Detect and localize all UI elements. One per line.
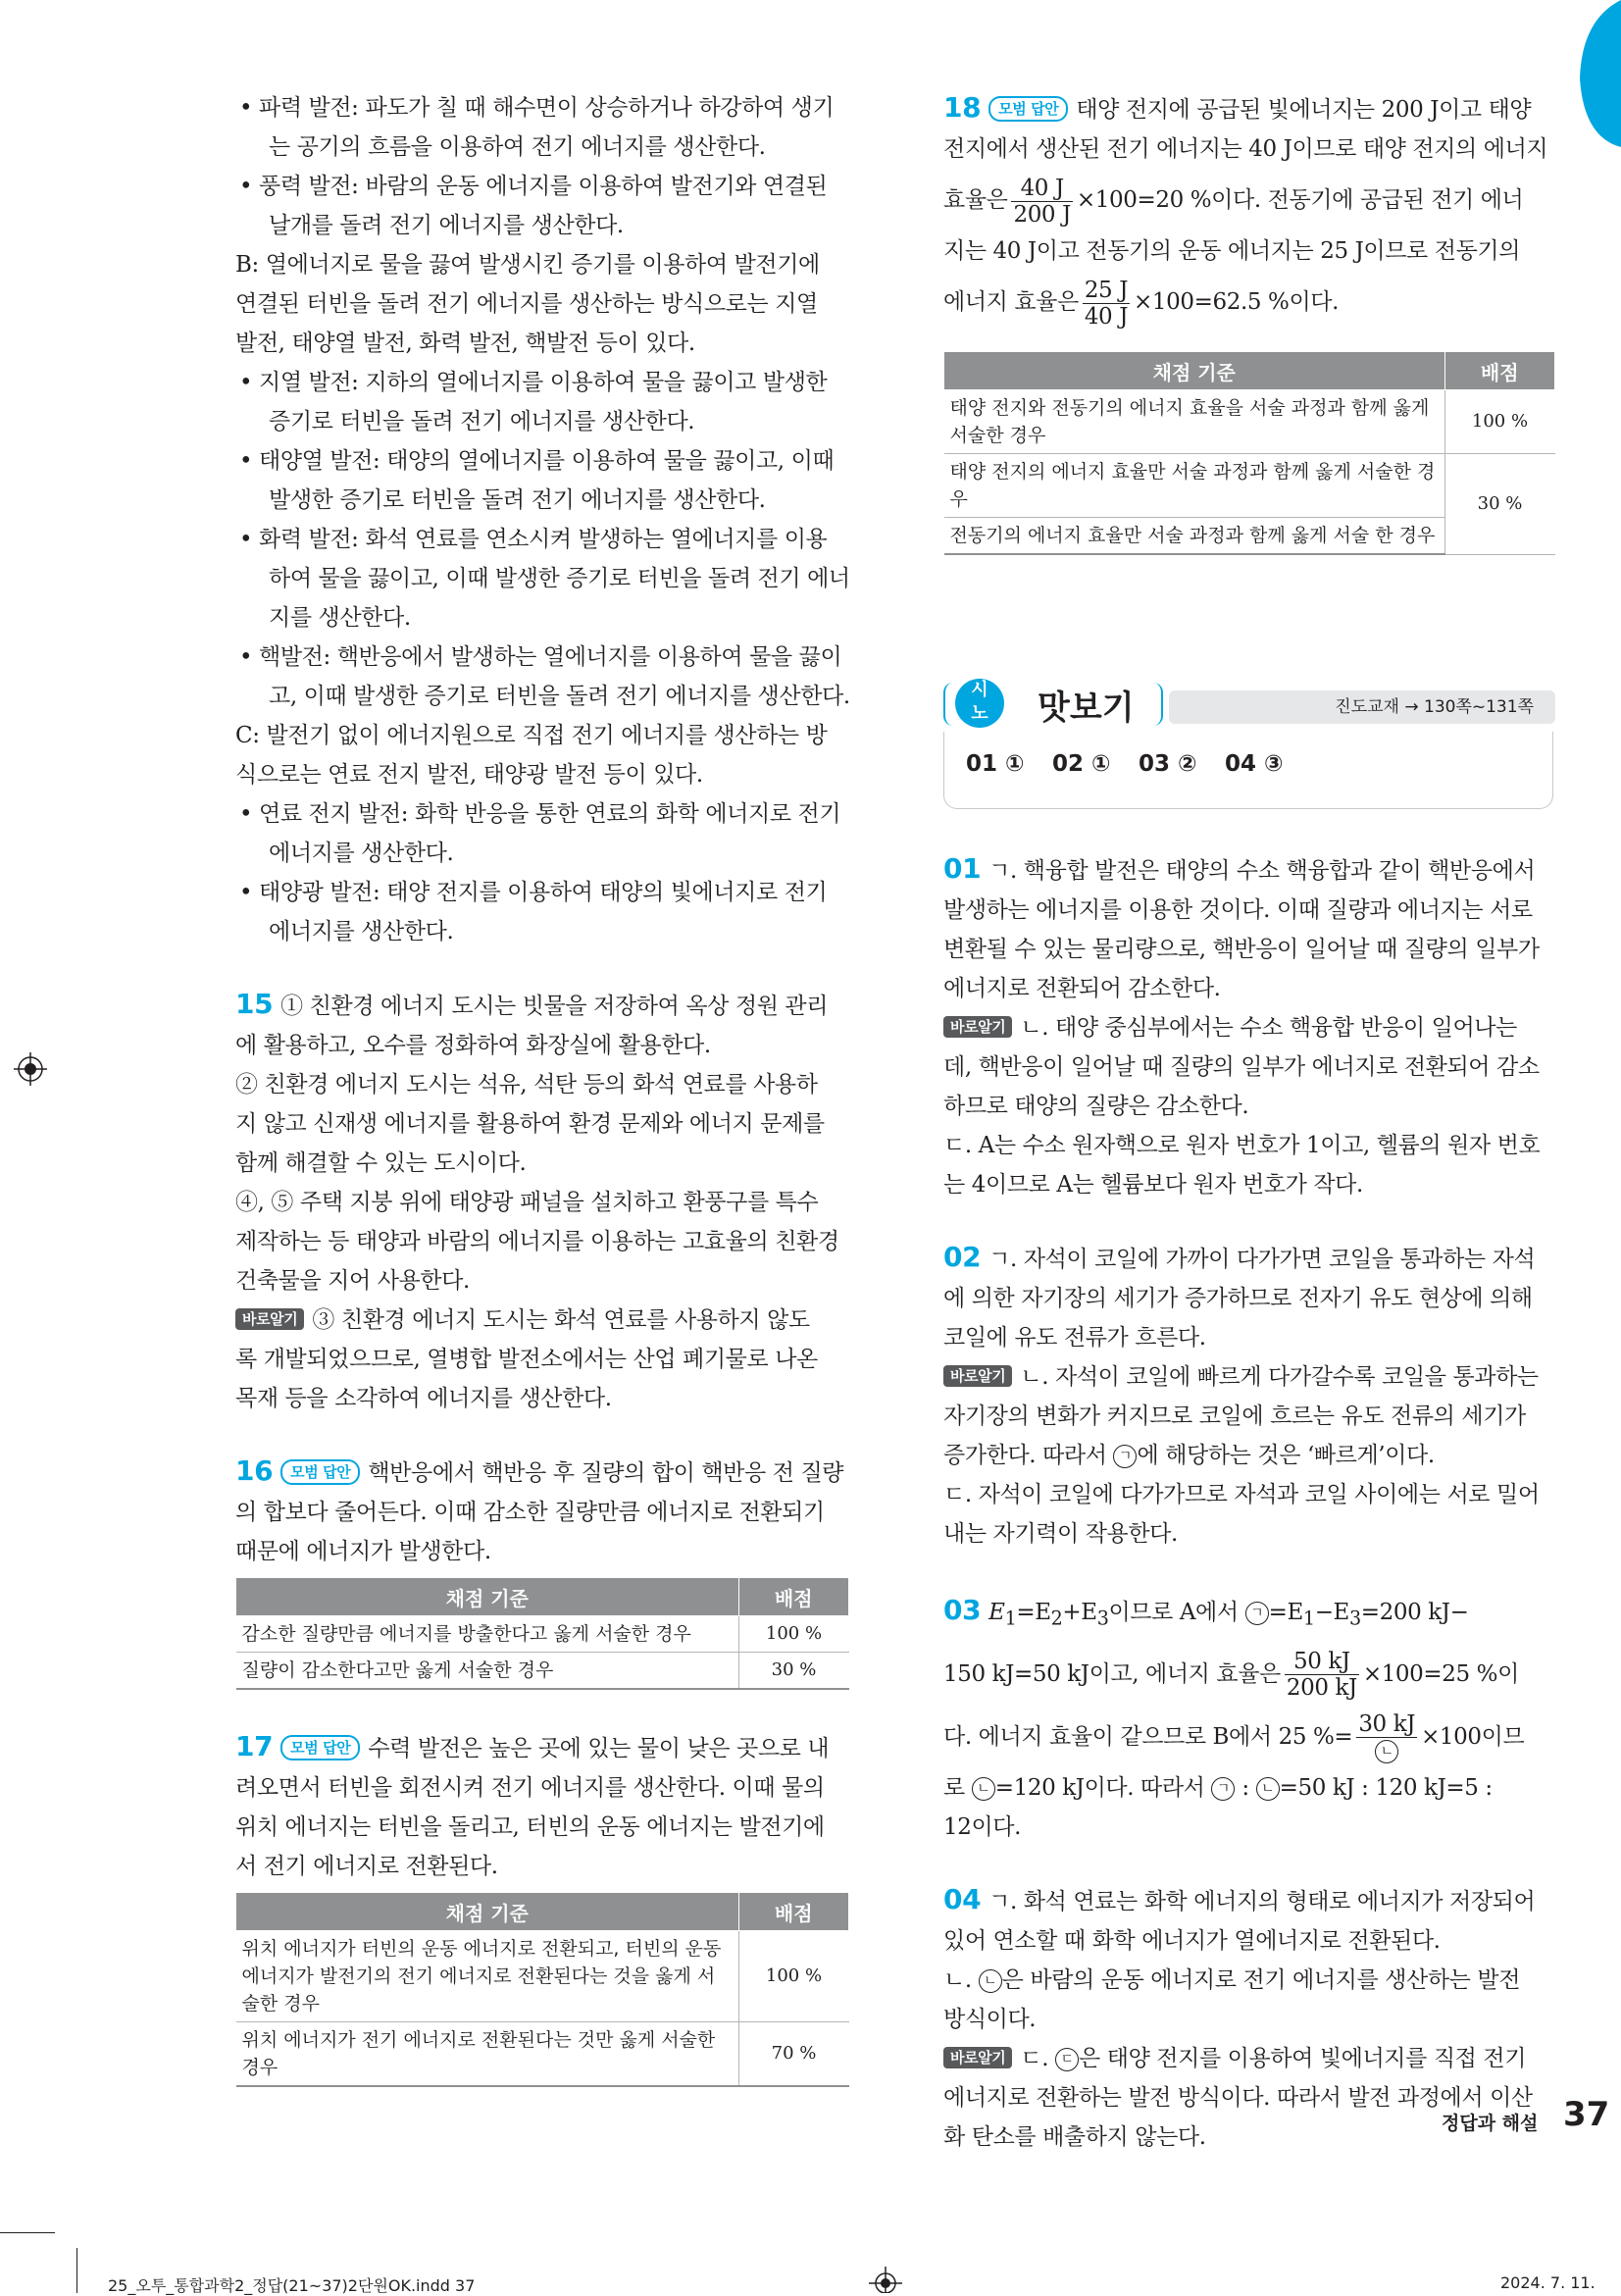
question-number: 04	[943, 1882, 982, 1915]
table-row	[236, 1931, 849, 2022]
text-line: • 지열 발전: 지하의 열에너지를 이용하여 물을 끓이고 발생한	[235, 363, 849, 402]
text-line: ㄷ. 자석이 코일에 다가가므로 자석과 코일 사이에는 서로 밀어	[943, 1482, 1540, 1507]
text-line: ㄱ. 핵융합 발전은 태양의 수소 핵융합과 같이 핵반응에서	[988, 858, 1536, 884]
answer-18	[943, 88, 1555, 555]
text-line: 내는 자기력이 작용한다.	[943, 1521, 1178, 1547]
text-segment: 은 바람의 운동 에너지로 전기 에너지를 생산하는 발전	[1001, 1966, 1521, 1993]
c-bullet	[235, 873, 849, 951]
b-bullet	[235, 441, 849, 520]
fraction	[1285, 1649, 1359, 1701]
math-sub: 3	[1348, 1607, 1361, 1630]
fraction-denominator: 200 J	[1013, 201, 1071, 228]
text-segment: ×100이므	[1421, 1723, 1525, 1750]
table-row	[236, 2022, 849, 2087]
text-segment: 은 태양 전지를 이용하여 빛에너지를 직접 전기	[1079, 2045, 1527, 2071]
wrong-answer-badge: 바로알기	[943, 1016, 1012, 1038]
text-line: ㄴ. 태양 중심부에서는 수소 핵융합 반응이 일어나는	[1020, 1015, 1517, 1041]
taste-icon-top: 시	[971, 680, 988, 700]
text-line: 때문에 에너지가 발생한다.	[235, 1539, 491, 1564]
text-segment: 로	[943, 1774, 965, 1801]
text-line: 자기장의 변화가 커지므로 코일에 흐르는 유도 전류의 세기가	[943, 1403, 1526, 1429]
text-line: 는 공기의 흐름을 이용하여 전기 에너지를 생산한다.	[269, 134, 766, 160]
wrong-answer-badge: 바로알기	[235, 1308, 304, 1330]
fraction	[1083, 278, 1130, 330]
grading-table	[235, 1577, 849, 1690]
table-header: 채점 기준	[944, 352, 1445, 390]
text-line: 에너지를 생산한다.	[269, 919, 454, 944]
table-cell: 위치 에너지가 전기 에너지로 전환된다는 것만 옳게 서술한 경우	[236, 2022, 739, 2087]
grading-table	[235, 1892, 849, 2087]
text-line: 전지에서 생산된 전기 에너지는 40 J이므로 태양 전지의 에너지	[943, 136, 1548, 162]
text-segment: =50 kJ : 120 kJ=5 :	[1279, 1774, 1493, 1801]
table-header: 배점	[738, 1893, 849, 1931]
fraction-numerator: 25 J	[1084, 277, 1129, 303]
fraction-denominator: 200 kJ	[1286, 1675, 1357, 1702]
question-number: 18	[943, 91, 982, 124]
text-line: 수력 발전은 높은 곳에 있는 물이 낮은 곳으로 내	[368, 1736, 830, 1761]
question-number: 01	[943, 852, 982, 885]
text-line: 변환될 수 있는 물리량으로, 핵반응이 일어날 때 질량의 일부가	[943, 937, 1540, 962]
page-number: 37	[1563, 2095, 1610, 2134]
table-header: 채점 기준	[236, 1578, 739, 1616]
grading-table	[943, 351, 1555, 555]
circled-label: ㄷ	[1055, 2048, 1079, 2071]
table-cell: 70 %	[738, 2022, 849, 2087]
model-answer-badge: 모범 답안	[280, 1735, 360, 1760]
text-segment: =200 kJ−	[1360, 1600, 1469, 1625]
text-segment: ×100=20 %이다. 전동기에 공급된 전기 에너	[1076, 187, 1524, 213]
text-line: 지는 40 J이고 전동기의 운동 에너지는 25 J이므로 전동기의	[943, 238, 1521, 264]
text-line: 지를 생산한다.	[269, 605, 411, 631]
text-line: C: 발전기 없이 에너지원으로 직접 전기 에너지를 생산하는 방	[235, 723, 828, 748]
math-sub: 1	[1302, 1607, 1315, 1630]
taste-section	[943, 677, 1555, 814]
math-seg: =E	[1268, 1600, 1303, 1625]
math-sub: 3	[1096, 1607, 1109, 1630]
text-line: 에너지로 전환되어 감소한다.	[943, 976, 1221, 1001]
table-cell: 태양 전지와 전동기의 에너지 효율을 서술 과정과 함께 옳게 서술한 경우	[944, 390, 1445, 454]
text-line: 함께 해결할 수 있는 도시이다.	[235, 1150, 527, 1176]
text-line: 에 활용하고, 오수를 정화하여 화장실에 활용한다.	[235, 1033, 711, 1058]
text-line: 에 의한 자기장의 세기가 증가하므로 전자기 유도 현상에 의해	[943, 1286, 1533, 1311]
intro-bullet	[235, 88, 849, 167]
math-seg: +E	[1062, 1600, 1097, 1625]
table-cell: 태양 전지의 에너지 효율만 서술 과정과 함께 옳게 서술한 경우	[944, 454, 1445, 518]
circled-label: ㄴ	[979, 1969, 1002, 1993]
text-line: 의 합보다 줄어든다. 이때 감소한 질량만큼 에너지로 전환되기	[235, 1500, 825, 1525]
text-line: 하여 물을 끓이고, 이때 발생한 증기로 터빈을 돌려 전기 에너	[269, 566, 850, 591]
text-segment: ㄷ.	[1020, 2045, 1049, 2071]
answer-03	[943, 1587, 1555, 1847]
taste-header	[943, 677, 1555, 728]
text-line: • 파력 발전: 파도가 칠 때 해수면이 상승하거나 하강하여 생기	[235, 88, 849, 128]
table-cell: 100 %	[738, 1616, 849, 1653]
table-row	[944, 390, 1555, 454]
text-line: ③ 친환경 에너지 도시는 화석 연료를 사용하지 않도	[312, 1307, 810, 1333]
table-row	[944, 454, 1555, 518]
answer-key-item: 01 ①	[966, 751, 1025, 777]
taste-icon	[955, 679, 1004, 728]
crop-line	[0, 2232, 55, 2233]
text-line: ① 친환경 에너지 도시는 빗물을 저장하여 옥상 정원 관리	[280, 994, 829, 1019]
table-cell: 100 %	[738, 1931, 849, 2022]
math-sub: 1	[1004, 1607, 1017, 1630]
answer-01	[943, 849, 1555, 1204]
fraction-denominator: 40 J	[1084, 303, 1129, 330]
circled-label: ㄱ	[1245, 1602, 1269, 1625]
question-number: 15	[235, 988, 274, 1020]
answer-02	[943, 1238, 1555, 1554]
table-header: 배점	[738, 1578, 849, 1616]
c-paragraph	[235, 716, 849, 794]
wrong-answer-badge: 바로알기	[943, 1365, 1012, 1387]
corner-tab	[1574, 0, 1621, 147]
text-line: 데, 핵반응이 일어날 때 질량의 일부가 에너지로 전환되어 감소	[943, 1054, 1540, 1080]
text-line: • 태양광 발전: 태양 전지를 이용하여 태양의 빛에너지로 전기	[235, 873, 849, 912]
question-number: 02	[943, 1241, 982, 1273]
print-date: 2024. 7. 11.	[1500, 2273, 1596, 2292]
text-line: 려오면서 터빈을 회전시켜 전기 에너지를 생산한다. 이때 물의	[235, 1775, 825, 1801]
model-answer-badge: 모범 답안	[280, 1459, 360, 1485]
answer-17	[235, 1727, 849, 2087]
text-line: 는 4이므로 A는 헬륨보다 원자 번호가 작다.	[943, 1172, 1363, 1198]
text-line: ㄷ. A는 수소 원자핵으로 원자 번호가 1이고, 헬륨의 원자 번호	[943, 1133, 1541, 1158]
left-column	[235, 88, 849, 2091]
table-cell: 질량이 감소한다고만 옳게 서술한 경우	[236, 1653, 739, 1690]
text-line: 태양 전지에 공급된 빛에너지는 200 J이고 태양	[1076, 97, 1532, 123]
question-number: 03	[943, 1594, 982, 1626]
question-number: 17	[235, 1730, 274, 1762]
text-line: 핵반응에서 핵반응 후 질량의 합이 핵반응 전 질량	[368, 1460, 844, 1486]
text-segment: 다. 에너지 효율이 같으므로 B에서 25 %=	[943, 1723, 1353, 1750]
answer-16	[235, 1452, 849, 1690]
table-header: 배점	[1444, 352, 1555, 390]
text-line: 하므로 태양의 질량은 감소한다.	[943, 1094, 1249, 1119]
registration-mark-icon	[14, 1052, 47, 1086]
math-seg: −E	[1314, 1600, 1349, 1625]
text-line: 위치 에너지는 터빈을 돌리고, 터빈의 운동 에너지는 발전기에	[235, 1814, 825, 1840]
text-line: 건축물을 지어 사용한다.	[235, 1268, 470, 1294]
circled-label: ㄴ	[1375, 1740, 1398, 1763]
c-bullet	[235, 794, 849, 873]
text-segment: 이므로 A에서	[1108, 1600, 1239, 1625]
b-paragraph	[235, 245, 849, 363]
text-line: 연결된 터빈을 돌려 전기 에너지를 생산하는 방식으로는 지열	[235, 291, 818, 317]
math-var: E	[988, 1600, 1005, 1625]
text-line: 목재 등을 소각하여 에너지를 생산한다.	[235, 1386, 612, 1411]
model-answer-badge: 모범 답안	[988, 96, 1068, 122]
answer-key-item: 03 ②	[1139, 751, 1197, 777]
text-line: 제작하는 등 태양과 바람의 에너지를 이용하는 고효율의 친환경	[235, 1229, 839, 1254]
fraction	[1356, 1711, 1417, 1763]
text-line: 고, 이때 발생한 증기로 터빈을 돌려 전기 에너지를 생산한다.	[269, 684, 850, 709]
text-line: 에너지로 전환하는 발전 방식이다. 따라서 발전 과정에서 이산	[943, 2084, 1533, 2111]
textbook-reference: 진도교재 → 130쪽~131쪽	[1169, 690, 1555, 724]
fraction-numerator: 50 kJ	[1285, 1649, 1359, 1675]
file-info: 25_오투_통합과학2_정답(21~37)2단원OK.indd 37	[108, 2276, 476, 2295]
b-bullet	[235, 363, 849, 441]
text-segment: ×100=25 %이	[1362, 1660, 1519, 1687]
circled-label: ㄱ	[1211, 1777, 1235, 1801]
text-line: 발생하는 에너지를 이용한 것이다. 이때 질량과 에너지는 서로	[943, 897, 1533, 923]
text-line: 식으로는 연료 전지 발전, 태양광 발전 등이 있다.	[235, 762, 703, 788]
circled-label: ㄴ	[1256, 1777, 1280, 1801]
taste-icon-bottom: 노	[971, 703, 988, 724]
wrong-answer-badge: 바로알기	[943, 2047, 1012, 2068]
fraction-numerator: 30 kJ	[1358, 1711, 1416, 1738]
table-cell: 30 %	[738, 1653, 849, 1690]
text-segment: 효율은	[943, 187, 1008, 213]
b-bullet	[235, 520, 849, 638]
b-bullet	[235, 638, 849, 716]
text-line: ② 친환경 에너지 도시는 석유, 석탄 등의 화석 연료를 사용하	[235, 1072, 818, 1097]
fraction-denominator	[1356, 1738, 1417, 1763]
table-row	[236, 1616, 849, 1653]
text-segment: 에너지 효율은	[943, 289, 1079, 315]
answer-15	[235, 985, 849, 1418]
text-line: 지 않고 신재생 에너지를 활용하여 환경 문제와 에너지 문제를	[235, 1111, 825, 1137]
answer-key-item: 04 ③	[1225, 751, 1284, 777]
text-line: ㄴ. 자석이 코일에 빠르게 다가갈수록 코일을 통과하는	[1020, 1364, 1539, 1390]
table-header: 채점 기준	[236, 1893, 739, 1931]
text-line: 화 탄소를 배출하지 않는다.	[943, 2123, 1206, 2150]
table-cell: 100 %	[1444, 390, 1555, 454]
table-cell: 감소한 질량만큼 에너지를 방출한다고 옳게 서술한 경우	[236, 1616, 739, 1653]
intro-bullet	[235, 167, 849, 245]
text-line: ④, ⑤ 주택 지붕 위에 태양광 패널을 설치하고 환풍구를 특수	[235, 1190, 819, 1215]
text-segment: 에 해당하는 것은 ‘빠르게’이다.	[1137, 1443, 1435, 1468]
math-seg: =E	[1016, 1600, 1051, 1625]
text-line: 발전, 태양열 발전, 화력 발전, 핵발전 등이 있다.	[235, 331, 695, 356]
text-segment: 150 kJ=50 kJ이고, 에너지 효율은	[943, 1660, 1281, 1687]
text-segment: ×100=62.5 %이다.	[1134, 289, 1339, 315]
fraction-numerator: 40 J	[1011, 176, 1072, 202]
text-line: 록 개발되었으므로, 열병합 발전소에서는 산업 폐기물로 나온	[235, 1347, 818, 1372]
circled-label: ㄱ	[1113, 1445, 1137, 1468]
answer-key	[943, 732, 1553, 809]
taste-title: 맛보기	[1038, 689, 1135, 728]
table-row	[236, 1653, 849, 1690]
text-line: ㄱ. 화석 연료는 화학 에너지의 형태로 에너지가 저장되어	[988, 1888, 1536, 1914]
footer-label: 정답과 해설	[1442, 2113, 1539, 2134]
text-line: 증기로 터빈을 돌려 전기 에너지를 생산한다.	[269, 409, 695, 434]
text-line: 서 전기 에너지로 전환된다.	[235, 1854, 498, 1879]
text-line: 12이다.	[943, 1813, 1022, 1840]
text-line: • 연료 전지 발전: 화학 반응을 통한 연료의 화학 에너지로 전기	[235, 794, 849, 834]
text-line: 코일에 유도 전류가 흐른다.	[943, 1325, 1206, 1351]
text-line: 방식이다.	[943, 2006, 1037, 2032]
text-segment: :	[1241, 1774, 1249, 1801]
right-column	[943, 88, 1555, 2157]
math-sub: 2	[1050, 1607, 1063, 1630]
table-cell: 전동기의 에너지 효율만 서술 과정과 함께 옳게 서술 한 경우	[944, 518, 1445, 555]
text-line: • 풍력 발전: 바람의 운동 에너지를 이용하여 발전기와 연결된	[235, 167, 849, 206]
text-segment: =120 kJ이다. 따라서	[994, 1774, 1205, 1801]
table-cell: 30 %	[1444, 454, 1555, 555]
circled-label: ㄴ	[972, 1777, 995, 1801]
registration-mark-bottom-icon	[869, 2267, 902, 2293]
fraction	[1011, 176, 1072, 228]
answer-key-item: 02 ①	[1052, 751, 1111, 777]
crop-line	[76, 2248, 77, 2293]
text-line: ㄱ. 자석이 코일에 가까이 다가가면 코일을 통과하는 자석	[988, 1247, 1536, 1272]
text-segment: 증가한다. 따라서	[943, 1443, 1107, 1468]
text-line: • 태양열 발전: 태양의 열에너지를 이용하여 물을 끓이고, 이때	[235, 441, 849, 481]
text-line: • 핵발전: 핵반응에서 발생하는 열에너지를 이용하여 물을 끓이	[235, 638, 849, 677]
question-number: 16	[235, 1454, 274, 1487]
text-line: 발생한 증기로 터빈을 돌려 전기 에너지를 생산한다.	[269, 487, 766, 513]
table-cell: 위치 에너지가 터빈의 운동 에너지로 전환되고, 터빈의 운동 에너지가 발전기의 전기 에너지로 전환된다는 것을 옳게 서술한 경우	[236, 1931, 739, 2022]
text-line: • 화력 발전: 화석 연료를 연소시켜 발생하는 열에너지를 이용	[235, 520, 849, 559]
text-line: 있어 연소할 때 화학 에너지가 열에너지로 전환된다.	[943, 1927, 1441, 1954]
text-line: 에너지를 생산한다.	[269, 841, 454, 866]
text-segment: ㄴ.	[943, 1966, 972, 1993]
text-line: 날개를 돌려 전기 에너지를 생산한다.	[269, 213, 624, 238]
text-line: B: 열에너지로 물을 끓여 발생시킨 증기를 이용하여 발전기에	[235, 252, 820, 278]
